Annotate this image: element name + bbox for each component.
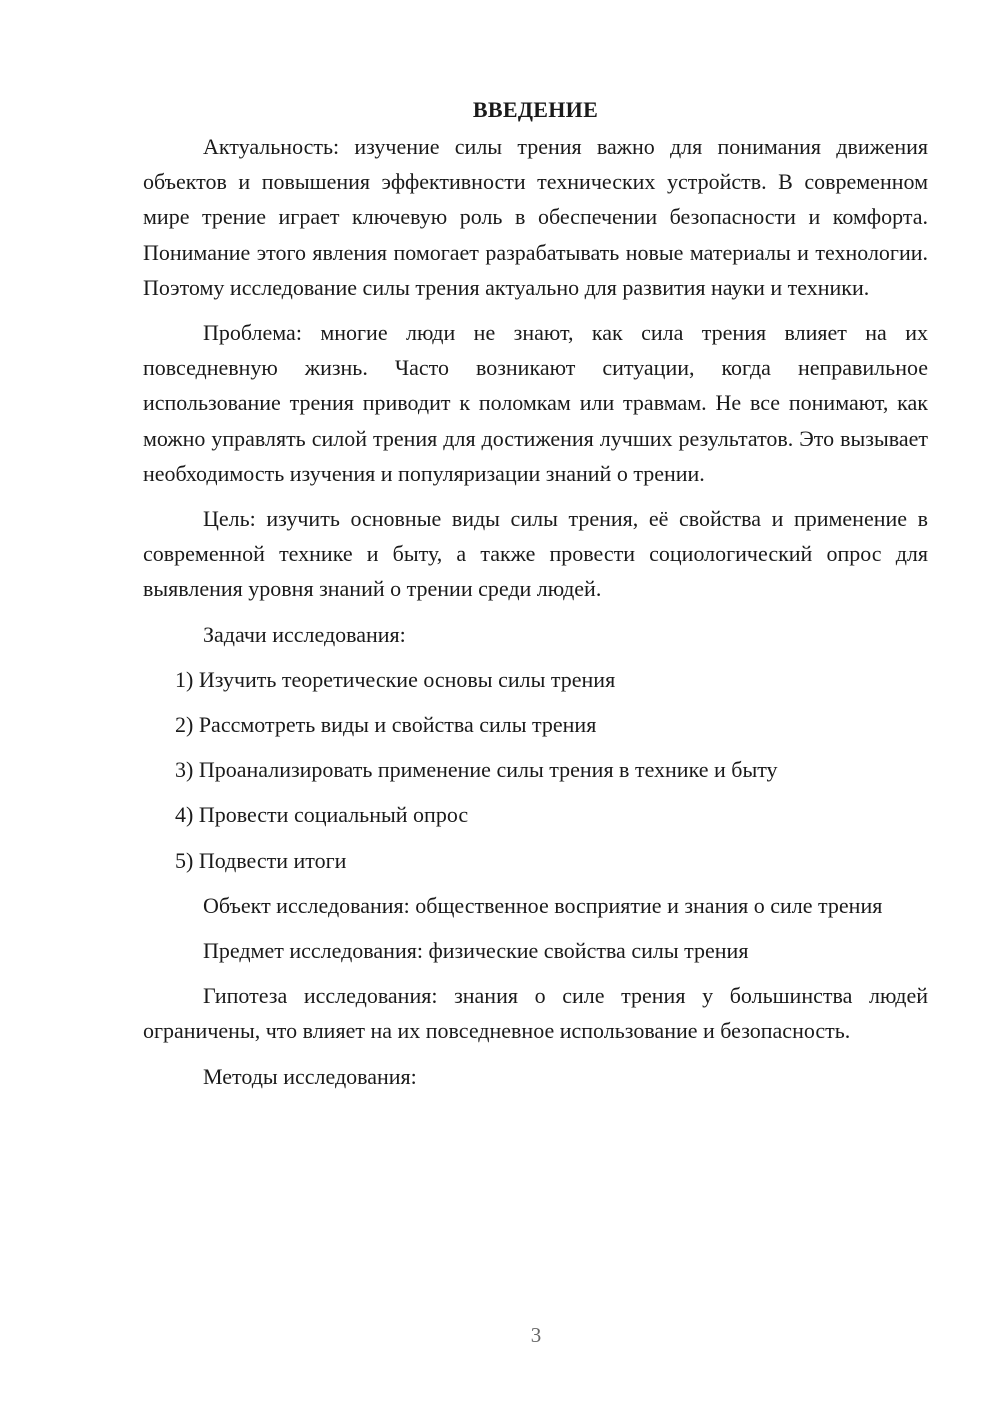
page-content — [143, 92, 928, 1104]
methods-heading: Методы исследования: — [203, 1063, 417, 1089]
page-number: 3 — [530, 1323, 542, 1347]
list-item: 1) Изучить теоретические основы силы трения — [175, 666, 616, 692]
problem-paragraph: Проблема: многие люди не знают, как сила трения влияет на их повседневную жизнь. Часто возникают ситуации, когда неправильное использование трения приводит к поломкам или травмам. Не все понимают, как можно управлять силой трения для достижения лучших результатов. Это вызывает необходимость изучения и популяризации знаний о трении. — [143, 320, 928, 486]
list-item: 4) Провести социальный опрос — [175, 802, 469, 828]
list-item: 3) Проанализировать применение силы трения в технике и быту — [175, 757, 778, 783]
subject-paragraph: Предмет исследования: физические свойства силы трения — [203, 938, 749, 964]
list-item: 2) Рассмотреть виды и свойства силы трения — [175, 712, 597, 738]
tasks-heading: Задачи исследования: — [203, 621, 406, 647]
goal-paragraph: Цель: изучить основные виды силы трения, её свойства и применение в современной технике и быту, а также провести социологический опрос для выявления уровня знаний о трении среди людей. — [143, 506, 928, 602]
task-list — [143, 662, 928, 878]
list-item: 5) Подвести итоги — [175, 847, 347, 873]
hypothesis-paragraph: Гипотеза исследования: знания о силе трения у большинства людей ограничены, что влияет на их повседневное использование и безопасность. — [143, 983, 928, 1044]
section-title: ВВЕДЕНИЕ — [472, 97, 599, 122]
object-paragraph: Объект исследования: общественное восприятие и знания о силе трения — [203, 892, 883, 918]
relevance-paragraph: Актуальность: изучение силы трения важно для понимания движения объектов и повышения эффективности технических устройств. В современном мире трение играет ключевую роль в обеспечении безопасности и комфорта. Понимание этого явления помогает разрабатывать новые материалы и технологии. Поэтому исследование силы трения актуально для развития науки и техники. — [143, 134, 928, 300]
